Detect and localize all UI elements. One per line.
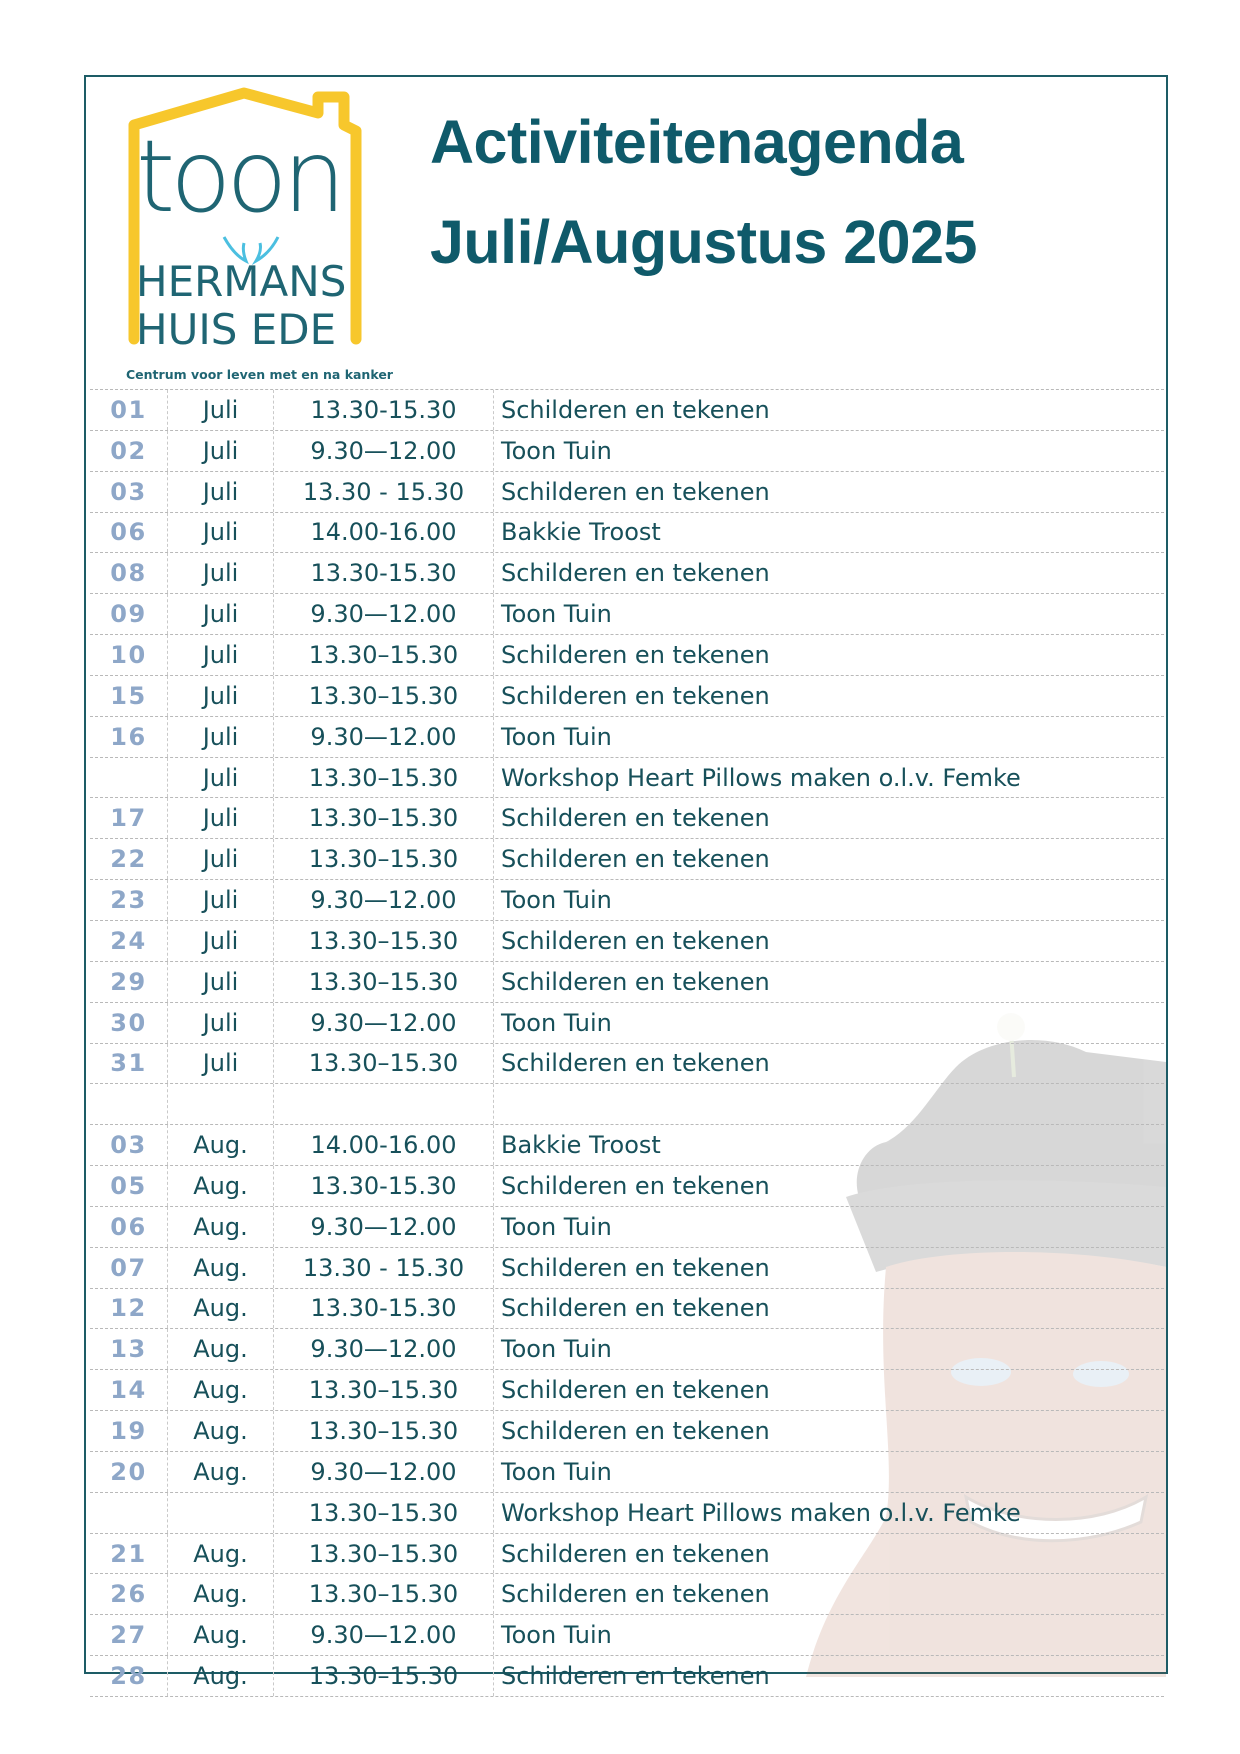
agenda-activity: Toon Tuin	[501, 600, 612, 629]
agenda-activity: Schilderen en tekenen	[501, 804, 770, 833]
logo-wordmark: toon	[136, 118, 341, 235]
agenda-activity: Schilderen en tekenen	[501, 1049, 770, 1078]
agenda-month: Aug.	[168, 1656, 274, 1696]
agenda-row	[90, 1329, 1164, 1370]
agenda-time: 9.30—12.00	[274, 717, 494, 757]
agenda-month: Aug.	[168, 1248, 274, 1288]
agenda-row	[90, 758, 1164, 799]
agenda-activity: Toon Tuin	[501, 1212, 612, 1241]
agenda-time: 9.30—12.00	[274, 1003, 494, 1043]
agenda-row	[90, 431, 1164, 472]
agenda-day: 22	[90, 839, 168, 879]
agenda-day: 06	[90, 513, 168, 553]
agenda-time: 13.30–15.30	[274, 798, 494, 838]
agenda-month: Aug.	[168, 1289, 274, 1329]
agenda-month: Juli	[168, 472, 274, 512]
agenda-day: 19	[90, 1411, 168, 1451]
agenda-time: 9.30—12.00	[274, 431, 494, 471]
agenda-row	[90, 1370, 1164, 1411]
agenda-row	[90, 553, 1164, 594]
agenda-row	[90, 472, 1164, 513]
agenda-activity: Toon Tuin	[501, 1008, 612, 1037]
agenda-day: 12	[90, 1289, 168, 1329]
agenda-month: Juli	[168, 962, 274, 1002]
agenda-activity: Schilderen en tekenen	[501, 1171, 770, 1200]
agenda-activity: Schilderen en tekenen	[501, 1376, 770, 1405]
agenda-month: Aug.	[168, 1329, 274, 1369]
agenda-time: 13.30–15.30	[274, 921, 494, 961]
logo-line-huis-ede: HUIS EDE	[136, 305, 337, 354]
agenda-month: Juli	[168, 758, 274, 798]
agenda-time: 9.30—12.00	[274, 1452, 494, 1492]
agenda-row	[90, 921, 1164, 962]
agenda-activity: Schilderen en tekenen	[501, 1417, 770, 1446]
agenda-time: 13.30–15.30	[274, 839, 494, 879]
agenda-month: Juli	[168, 431, 274, 471]
agenda-time: 14.00-16.00	[274, 513, 494, 553]
agenda-activity: Toon Tuin	[501, 722, 612, 751]
agenda-month: Juli	[168, 880, 274, 920]
agenda-day: 09	[90, 594, 168, 634]
agenda-time: 13.30–15.30	[274, 1044, 494, 1084]
agenda-time	[274, 1084, 494, 1124]
agenda-activity: Toon Tuin	[501, 436, 612, 465]
page-subtitle: Juli/Augustus 2025	[430, 208, 977, 276]
agenda-table	[90, 389, 1164, 1697]
agenda-row	[90, 1289, 1164, 1330]
agenda-activity: Bakkie Troost	[501, 1131, 661, 1160]
agenda-day: 10	[90, 635, 168, 675]
agenda-activity: Toon Tuin	[501, 1335, 612, 1364]
agenda-time: 13.30–15.30	[274, 1656, 494, 1696]
agenda-day: 15	[90, 676, 168, 716]
agenda-day: 02	[90, 431, 168, 471]
agenda-row	[90, 1125, 1164, 1166]
agenda-day: 23	[90, 880, 168, 920]
agenda-time: 13.30-15.30	[274, 390, 494, 430]
agenda-activity: Toon Tuin	[501, 886, 612, 915]
agenda-day: 20	[90, 1452, 168, 1492]
agenda-row	[90, 1452, 1164, 1493]
agenda-day: 31	[90, 1044, 168, 1084]
agenda-activity: Schilderen en tekenen	[501, 1294, 770, 1323]
agenda-time: 13.30–15.30	[274, 1411, 494, 1451]
agenda-day: 27	[90, 1615, 168, 1655]
agenda-row	[90, 1207, 1164, 1248]
agenda-activity: Schilderen en tekenen	[501, 1539, 770, 1568]
agenda-month: Aug.	[168, 1370, 274, 1410]
agenda-month: Juli	[168, 594, 274, 634]
agenda-time: 9.30—12.00	[274, 1329, 494, 1369]
agenda-activity: Schilderen en tekenen	[501, 1253, 770, 1282]
page-title: Activiteitenagenda	[430, 108, 964, 176]
agenda-row	[90, 1656, 1164, 1697]
agenda-day: 14	[90, 1370, 168, 1410]
agenda-row	[90, 717, 1164, 758]
agenda-row	[90, 1166, 1164, 1207]
agenda-time: 13.30–15.30	[274, 1493, 494, 1533]
agenda-row	[90, 513, 1164, 554]
agenda-activity: Schilderen en tekenen	[501, 395, 770, 424]
agenda-row	[90, 1615, 1164, 1656]
agenda-month: Juli	[168, 390, 274, 430]
agenda-month: Aug.	[168, 1452, 274, 1492]
agenda-month: Aug.	[168, 1534, 274, 1574]
agenda-row	[90, 880, 1164, 921]
agenda-time: 14.00-16.00	[274, 1125, 494, 1165]
agenda-day: 17	[90, 798, 168, 838]
agenda-time: 13.30-15.30	[274, 553, 494, 593]
agenda-activity: Workshop Heart Pillows maken o.l.v. Femke	[501, 1498, 1021, 1527]
agenda-time: 13.30–15.30	[274, 1534, 494, 1574]
agenda-page	[84, 75, 1168, 1691]
agenda-activity: Schilderen en tekenen	[501, 640, 770, 669]
agenda-time: 13.30–15.30	[274, 1574, 494, 1614]
agenda-day: 03	[90, 1125, 168, 1165]
agenda-row	[90, 839, 1164, 880]
agenda-day	[90, 758, 168, 798]
agenda-row	[90, 1003, 1164, 1044]
agenda-activity: Schilderen en tekenen	[501, 967, 770, 996]
agenda-activity: Toon Tuin	[501, 1457, 612, 1486]
agenda-day: 29	[90, 962, 168, 1002]
logo-tagline: Centrum voor leven met en na kanker	[126, 367, 393, 382]
agenda-activity: Bakkie Troost	[501, 518, 661, 547]
agenda-time: 9.30—12.00	[274, 1615, 494, 1655]
agenda-activity	[494, 1084, 1164, 1124]
agenda-month	[168, 1493, 274, 1533]
agenda-month: Aug.	[168, 1125, 274, 1165]
agenda-time: 13.30–15.30	[274, 676, 494, 716]
agenda-month: Aug.	[168, 1207, 274, 1247]
agenda-activity: Schilderen en tekenen	[501, 926, 770, 955]
agenda-time: 13.30 - 15.30	[274, 1248, 494, 1288]
agenda-row	[90, 676, 1164, 717]
agenda-month: Juli	[168, 513, 274, 553]
agenda-row	[90, 1044, 1164, 1085]
agenda-day	[90, 1493, 168, 1533]
agenda-month: Aug.	[168, 1166, 274, 1206]
agenda-month: Juli	[168, 921, 274, 961]
agenda-day: 05	[90, 1166, 168, 1206]
agenda-day: 08	[90, 553, 168, 593]
agenda-day: 28	[90, 1656, 168, 1696]
agenda-activity: Schilderen en tekenen	[501, 1662, 770, 1691]
agenda-day: 30	[90, 1003, 168, 1043]
agenda-day: 06	[90, 1207, 168, 1247]
agenda-day: 03	[90, 472, 168, 512]
toon-hermans-huis-logo	[106, 85, 393, 385]
agenda-month: Juli	[168, 1003, 274, 1043]
agenda-time: 13.30–15.30	[274, 1370, 494, 1410]
agenda-month: Aug.	[168, 1574, 274, 1614]
agenda-day: 07	[90, 1248, 168, 1288]
agenda-time: 9.30—12.00	[274, 594, 494, 634]
agenda-time: 13.30-15.30	[274, 1166, 494, 1206]
logo-line-hermans: HERMANS	[136, 257, 347, 306]
agenda-day: 24	[90, 921, 168, 961]
agenda-row	[90, 1534, 1164, 1575]
agenda-time: 13.30–15.30	[274, 635, 494, 675]
agenda-month: Juli	[168, 839, 274, 879]
agenda-row	[90, 798, 1164, 839]
agenda-row	[90, 1084, 1164, 1125]
agenda-month: Juli	[168, 676, 274, 716]
agenda-month: Aug.	[168, 1615, 274, 1655]
agenda-row	[90, 389, 1164, 431]
agenda-month: Juli	[168, 1044, 274, 1084]
agenda-time: 13.30–15.30	[274, 962, 494, 1002]
agenda-day: 13	[90, 1329, 168, 1369]
agenda-activity: Workshop Heart Pillows maken o.l.v. Femke	[501, 763, 1021, 792]
agenda-day: 01	[90, 390, 168, 430]
agenda-month: Juli	[168, 635, 274, 675]
agenda-row	[90, 635, 1164, 676]
agenda-day: 26	[90, 1574, 168, 1614]
agenda-activity: Schilderen en tekenen	[501, 681, 770, 710]
agenda-time: 13.30 - 15.30	[274, 472, 494, 512]
agenda-time: 13.30-15.30	[274, 1289, 494, 1329]
agenda-month: Aug.	[168, 1411, 274, 1451]
agenda-day	[90, 1084, 168, 1124]
agenda-activity: Schilderen en tekenen	[501, 477, 770, 506]
agenda-activity: Schilderen en tekenen	[501, 845, 770, 874]
agenda-activity: Schilderen en tekenen	[501, 1580, 770, 1609]
agenda-month: Juli	[168, 553, 274, 593]
agenda-row	[90, 1574, 1164, 1615]
agenda-row	[90, 1493, 1164, 1534]
agenda-time: 13.30–15.30	[274, 758, 494, 798]
agenda-activity: Toon Tuin	[501, 1621, 612, 1650]
agenda-month: Juli	[168, 717, 274, 757]
agenda-month	[168, 1084, 274, 1124]
agenda-row	[90, 1248, 1164, 1289]
agenda-month: Juli	[168, 798, 274, 838]
agenda-row	[90, 594, 1164, 635]
agenda-time: 9.30—12.00	[274, 1207, 494, 1247]
agenda-row	[90, 962, 1164, 1003]
agenda-day: 21	[90, 1534, 168, 1574]
agenda-time: 9.30—12.00	[274, 880, 494, 920]
agenda-day: 16	[90, 717, 168, 757]
agenda-activity: Schilderen en tekenen	[501, 559, 770, 588]
agenda-row	[90, 1411, 1164, 1452]
